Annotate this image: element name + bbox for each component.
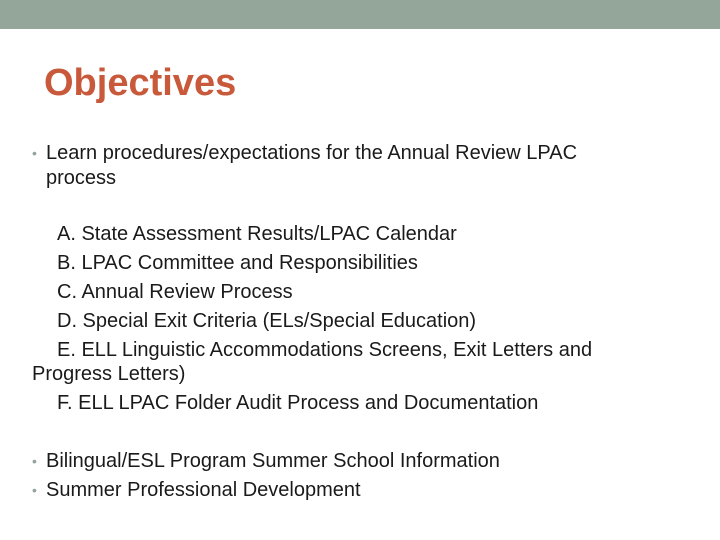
sub-item-continuation: Progress Letters) <box>32 363 186 385</box>
bullet-marker: • <box>32 453 37 469</box>
slide-title: Objectives <box>44 62 237 104</box>
sub-item: F. ELL LPAC Folder Audit Process and Documentation <box>57 392 539 414</box>
bullet-text-continuation: process <box>46 167 117 189</box>
bullet-text: Learn procedures/expectations for the Annual Review LPAC <box>46 142 578 164</box>
sub-item: C. Annual Review Process <box>57 281 293 303</box>
sub-item: A. State Assessment Results/LPAC Calendar <box>57 223 457 245</box>
bullet-marker: • <box>32 145 37 161</box>
sub-item: E. ELL Linguistic Accommodations Screens, Exit Letters and <box>57 339 593 361</box>
bullet-marker: • <box>32 482 37 498</box>
sub-item: D. Special Exit Criteria (ELs/Special Education) <box>57 310 477 332</box>
bullet-text: Bilingual/ESL Program Summer School Information <box>46 450 500 472</box>
sub-item: B. LPAC Committee and Responsibilities <box>57 252 418 274</box>
bullet-text: Summer Professional Development <box>46 479 361 501</box>
